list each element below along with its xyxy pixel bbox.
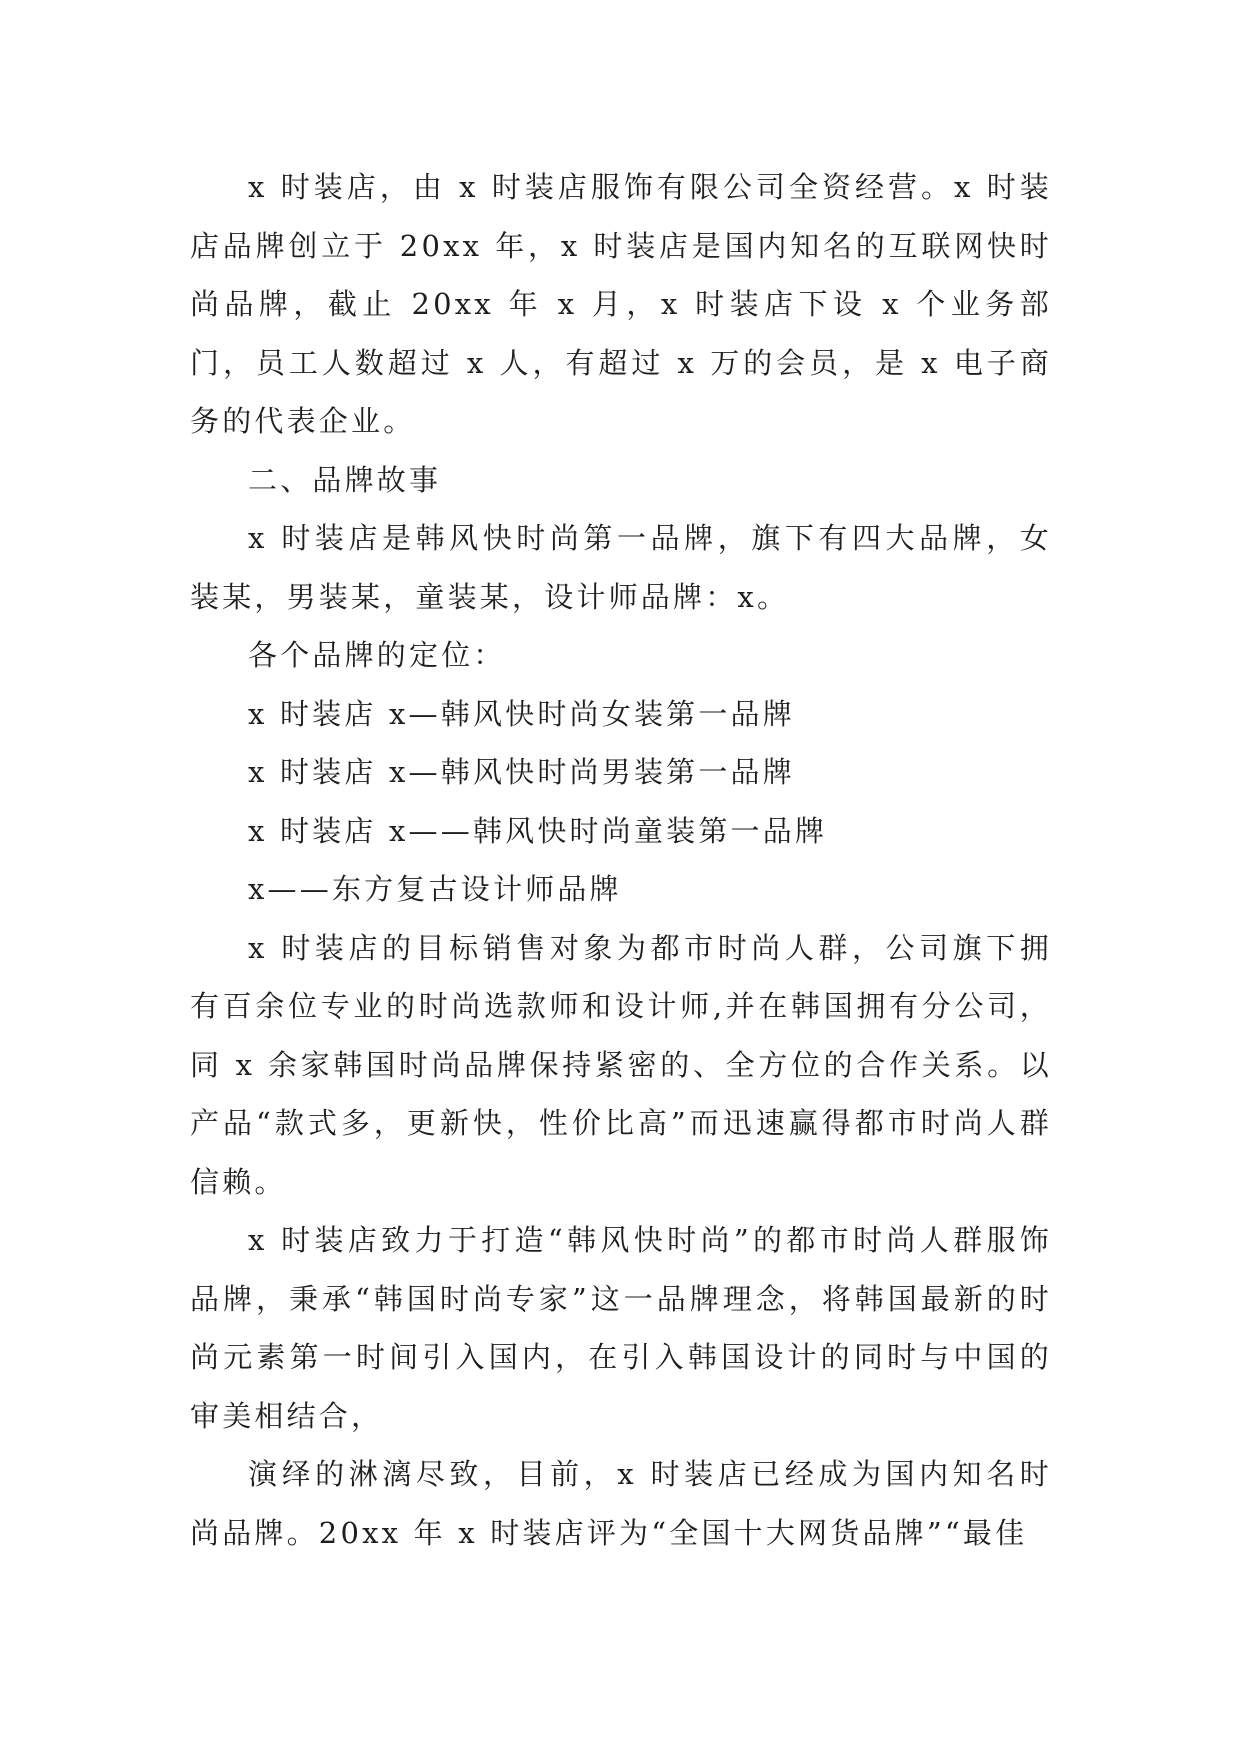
paragraph-target-market: x 时装店的目标销售对象为都市时尚人群，公司旗下拥有百余位专业的时尚选款师和设计师,并在韩国拥有分公司，同 x 余家韩国时尚品牌保持紧密的、全方位的合作关系。以产品“款式多，更新快，性价比高”而迅速赢得都市时尚人群信赖。 — [190, 930, 1052, 1199]
paragraph-company-intro: x 时装店，由 x 时装店服饰有限公司全资经营。x 时装店品牌创立于 20xx 年，x 时装店是国内知名的互联网快时尚品牌，截止 20xx 年 x 月，x 时装店下设 x 个业务部门，员工人数超过 x 人，有超过 x 万的会员，是 x 电子商务的代表企业。 — [190, 170, 1052, 438]
list-item-childrenswear: x 时装店 x——韩风快时尚童装第一品牌 — [248, 813, 828, 848]
paragraph-achievements: 演绎的淋漓尽致，目前，x 时装店已经成为国内知名时尚品牌。20xx 年 x 时装店评为“全国十大网货品牌”“最佳 — [190, 1457, 1052, 1550]
list-item-menswear: x 时装店 x—韩风快时尚男装第一品牌 — [248, 755, 795, 789]
list-item-womenswear: x 时装店 x—韩风快时尚女装第一品牌 — [248, 696, 795, 731]
list-item-designer-brand: x——东方复古设计师品牌 — [248, 872, 622, 906]
section-heading-brand-story: 二、品牌故事 — [248, 462, 442, 497]
document-body — [190, 158, 1052, 1562]
paragraph-positioning-heading: 各个品牌的定位： — [248, 638, 506, 672]
paragraph-brand-story: x 时装店是韩风快时尚第一品牌，旗下有四大品牌，女装某，男装某，童装某，设计师品牌：x。 — [190, 521, 1052, 614]
paragraph-brand-mission: x 时装店致力于打造“韩风快时尚”的都市时尚人群服饰品牌，秉承“韩国时尚专家”这一品牌理念，将韩国最新的时尚元素第一时间引入国内，在引入韩国设计的同时与中国的审美相结合， — [190, 1223, 1052, 1433]
